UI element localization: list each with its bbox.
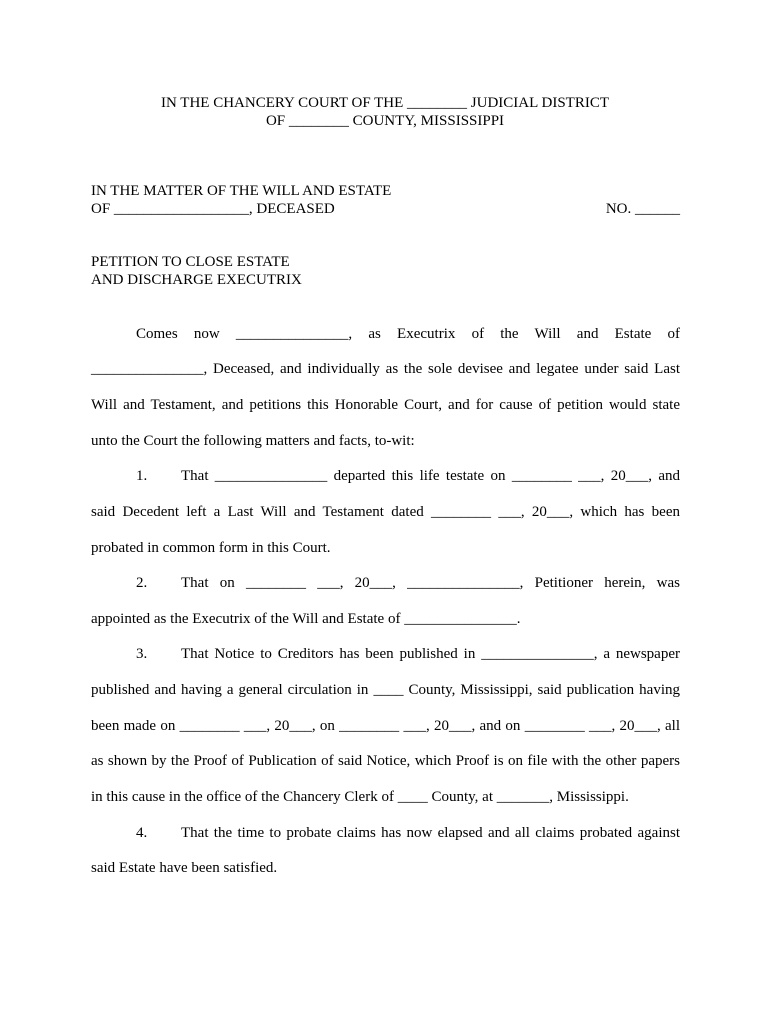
title-line-1: PETITION TO CLOSE ESTATE (91, 254, 290, 270)
caption-line-2: OF ________ COUNTY, MISSISSIPPI (265, 113, 505, 129)
matter-line-2: OF __________________, DECEASED (91, 201, 335, 217)
item-line: That the time to probate claims has now elapsed and all claims probated against (181, 825, 680, 841)
item-line: been made on ________ ___, 20___, on ________ ___, 20___, and on ________ ___, 20___, all (91, 718, 680, 734)
item-line: appointed as the Executrix of the Will and Estate of _______________. (91, 611, 521, 627)
intro-line: Will and Testament, and petitions this Honorable Court, and for cause of petition would state (91, 397, 680, 413)
item-number: 3. (136, 646, 148, 662)
item-line: That Notice to Creditors has been published in _______________, a newspaper (181, 646, 680, 662)
intro-line: _______________, Deceased, and individually as the sole devisee and legatee under said Last (91, 361, 680, 377)
item-line: That on ________ ___, 20___, _______________, Petitioner herein, was (181, 575, 680, 591)
item-3 (91, 645, 680, 663)
item-4 (91, 824, 680, 842)
item-line: That _______________ departed this life testate on ________ ___, 20___, and (181, 468, 680, 484)
item-number: 1. (136, 468, 148, 484)
item-line: said Estate have been satisfied. (91, 860, 278, 876)
matter-line-1: IN THE MATTER OF THE WILL AND ESTATE (91, 183, 392, 199)
caption-line-1: IN THE CHANCERY COURT OF THE ________ JUDICIAL DISTRICT (160, 95, 609, 111)
item-2 (91, 574, 680, 592)
item-number: 2. (136, 575, 148, 591)
intro-line: Comes now _______________, as Executrix of the Will and Estate of (136, 326, 680, 342)
intro-line: unto the Court the following matters and facts, to-wit: (91, 433, 415, 449)
item-1 (91, 467, 680, 485)
item-line: as shown by the Proof of Publication of said Notice, which Proof is on file with the other papers (91, 753, 680, 769)
item-line: published and having a general circulation in ____ County, Mississippi, said publication having (91, 682, 680, 698)
item-line: probated in common form in this Court. (91, 540, 331, 556)
case-number: NO. ______ (605, 201, 680, 217)
title-line-2: AND DISCHARGE EXECUTRIX (91, 272, 302, 288)
item-line: in this cause in the office of the Chancery Clerk of ____ County, at _______, Mississippi. (91, 789, 629, 805)
item-line: said Decedent left a Last Will and Testament dated ________ ___, 20___, which has been (91, 504, 680, 520)
item-number: 4. (136, 825, 148, 841)
